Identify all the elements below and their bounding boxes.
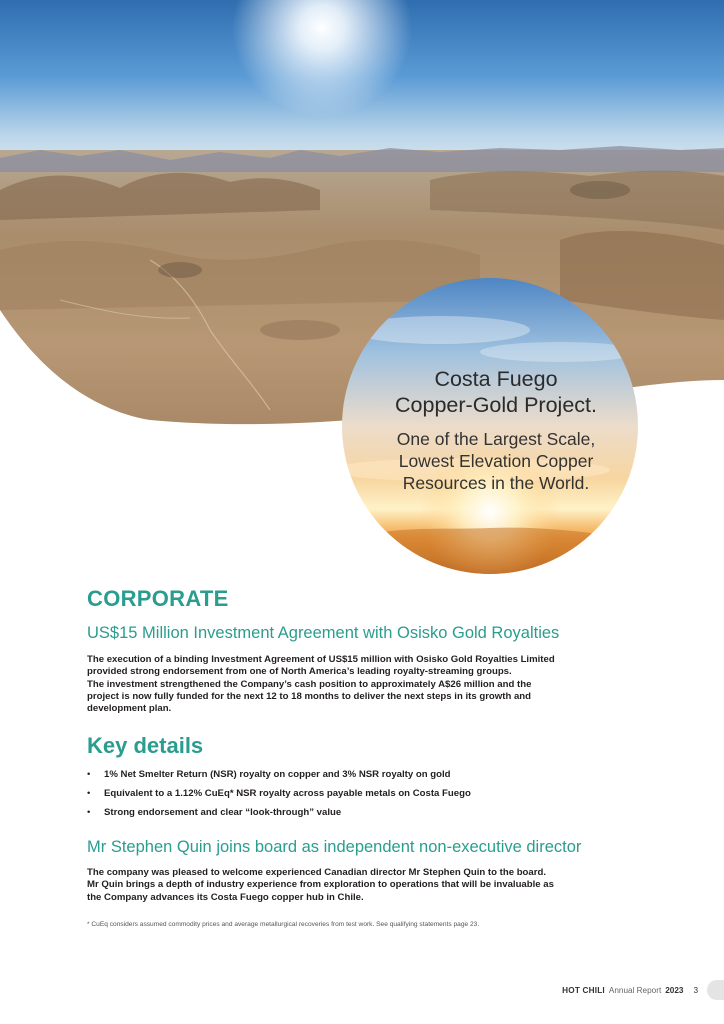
- paragraph-line: project is now fully funded for the next 12 to 18 months to deliver the next steps in its growth and: [87, 690, 532, 702]
- circle-title: [368, 366, 624, 418]
- circle-subtitle-line-3: Resources in the World.: [402, 473, 590, 493]
- paragraph-line: development plan.: [87, 703, 172, 715]
- list-item: • Strong endorsement and clear “look-through” value: [87, 807, 342, 818]
- paragraph-line: The company was pleased to welcome experienced Canadian director Mr Stephen Quin to the board.: [87, 867, 547, 878]
- paragraph-line: The investment strengthened the Company’s cash position to approximately A$26 million and the: [87, 678, 532, 690]
- circle-title-line-1: Costa Fuego: [434, 367, 558, 391]
- paragraph-line: Mr Quin brings a depth of industry experience from exploration to operations that will be invaluable as: [87, 879, 554, 891]
- footer-year: 2023: [665, 986, 684, 995]
- bullet-icon: •: [87, 788, 91, 799]
- paragraph-line: the Company advances its Costa Fuego copper hub in Chile.: [87, 891, 364, 903]
- osisko-paragraph: [87, 654, 607, 715]
- circle-title-line-2: Copper-Gold Project.: [395, 393, 597, 417]
- key-details-heading: Key details: [87, 733, 204, 758]
- footer-brand: HOT CHILI: [562, 986, 605, 995]
- footnote: * CuEq considers assumed commodity prices and average metallurgical recoveries from test work. See qualifying statements page 23.: [87, 921, 480, 928]
- bullet-icon: •: [87, 769, 91, 780]
- page-number: 3: [693, 986, 698, 995]
- list-item: • Equivalent to a 1.12% CuEq* NSR royalty across payable metals on Costa Fuego: [87, 788, 471, 799]
- paragraph-line: The execution of a binding Investment Agreement of US$15 million with Osisko Gold Royalties Limited: [87, 654, 555, 665]
- list-item: • 1% Net Smelter Return (NSR) royalty on copper and 3% NSR royalty on gold: [87, 769, 451, 780]
- osisko-subheading: US$15 Million Investment Agreement with Osisko Gold Royalties: [87, 624, 560, 642]
- page-tab: [707, 980, 724, 1000]
- circle-subtitle: [368, 428, 624, 494]
- section-heading-corporate: CORPORATE: [87, 586, 229, 611]
- bullet-icon: •: [87, 807, 91, 818]
- circle-subtitle-line-1: One of the Largest Scale,: [396, 429, 596, 449]
- board-paragraph: [87, 867, 607, 904]
- footer-report-label: Annual Report: [608, 986, 662, 995]
- paragraph-line: provided strong endorsement from one of North America’s leading royalty-streaming groups.: [87, 666, 512, 678]
- board-subheading: Mr Stephen Quin joins board as independent non-executive director: [87, 838, 582, 856]
- key-details-list: [87, 769, 607, 826]
- circle-subtitle-line-2: Lowest Elevation Copper: [398, 451, 594, 471]
- page-footer: [562, 986, 698, 995]
